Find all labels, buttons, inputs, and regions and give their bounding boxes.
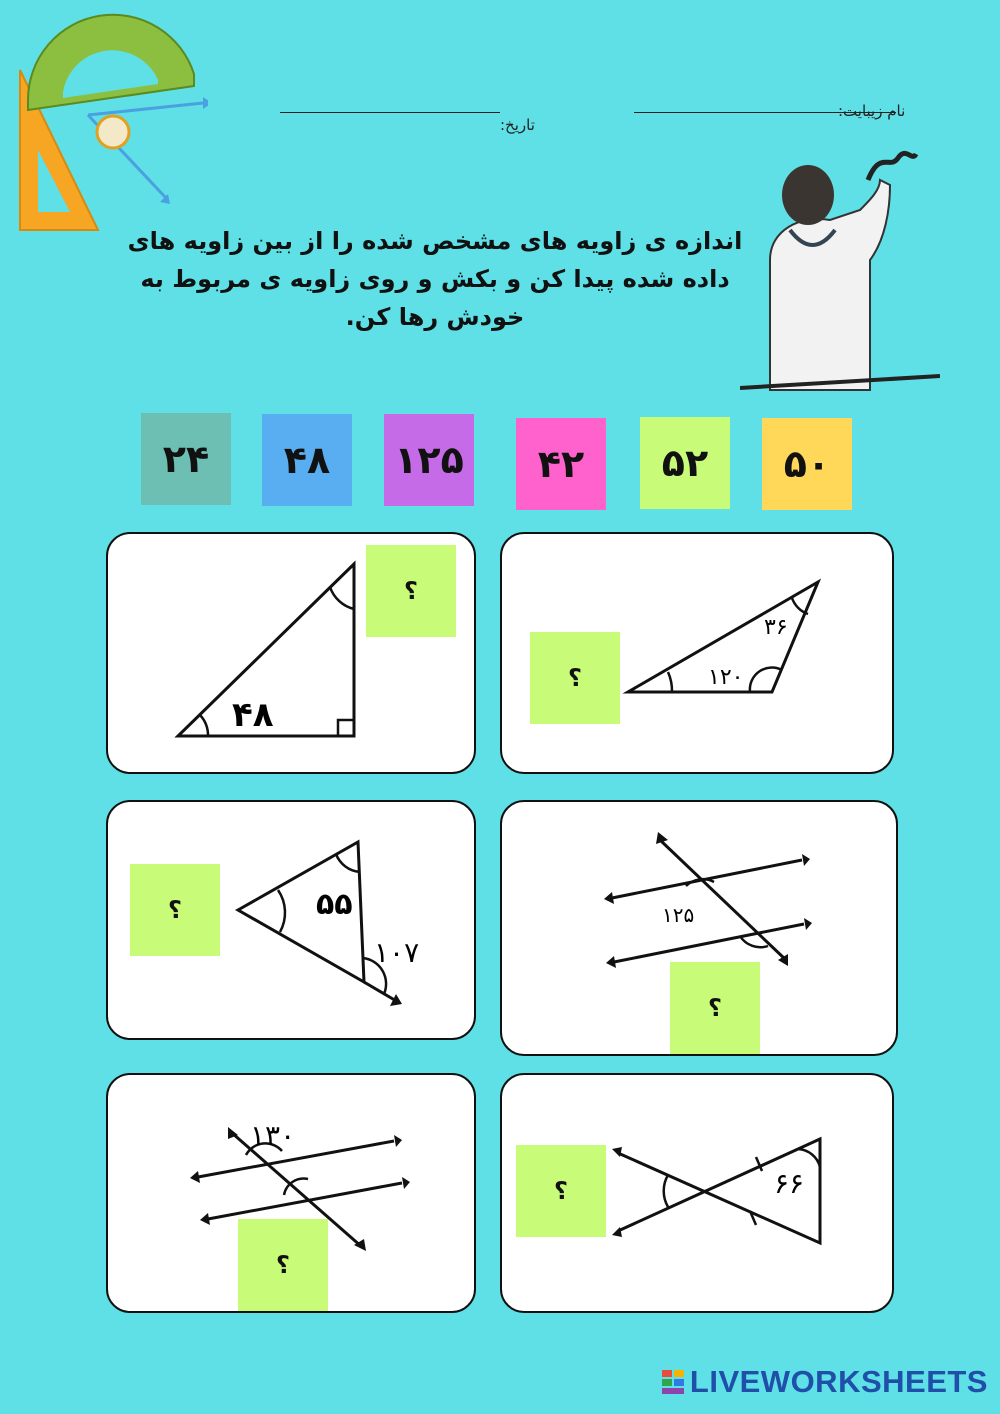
question-card-1: [106, 532, 476, 774]
student-illustration: [740, 140, 940, 392]
drop-zone-5[interactable]: [238, 1219, 328, 1311]
name-line[interactable]: [634, 112, 896, 113]
answer-tile-24[interactable]: [141, 413, 231, 505]
protractor-icon: [28, 15, 194, 110]
drop-placeholder: ؟: [568, 664, 582, 692]
drop-zone-3[interactable]: [130, 864, 220, 956]
liveworksheets-logo[interactable]: [662, 1364, 988, 1400]
drop-placeholder: ؟: [168, 896, 182, 924]
question-card-3: [106, 800, 476, 1040]
question-card-6: [500, 1073, 894, 1313]
angle-label: ۴۸: [232, 695, 274, 735]
instructions-text: اندازه ی زاویه های مشخص شده را از بین زاویه های داده شده پیدا کن و بکش و روی زاویه ی مربوط به خودش رها کن.: [127, 227, 743, 331]
tile-label: ۵۲: [661, 441, 709, 485]
date-line[interactable]: [280, 112, 500, 113]
answer-tile-125[interactable]: [384, 414, 474, 506]
tile-label: ۴۸: [283, 438, 331, 482]
drop-zone-6[interactable]: [516, 1145, 606, 1237]
answer-tile-50[interactable]: [762, 418, 852, 510]
angle-label-mid: ۱۲۰: [708, 665, 744, 690]
angle-label-top: ۵۵: [316, 887, 353, 922]
answer-tile-42[interactable]: [516, 418, 606, 510]
tile-label: ۵۰: [783, 442, 831, 486]
angle-badge-icon: [97, 116, 129, 148]
angle-label: ۶۶: [774, 1167, 805, 1200]
angle-label-ext: ۱۰۷: [374, 936, 420, 969]
logo-blocks-icon: [662, 1370, 684, 1394]
answer-tile-48[interactable]: [262, 414, 352, 506]
angle-label-top: ۳۶: [764, 615, 788, 640]
angle-label: ۱۳۰: [250, 1119, 296, 1152]
question-card-2: [500, 532, 894, 774]
tile-label: ۴۲: [537, 442, 585, 486]
drop-placeholder: ؟: [404, 577, 418, 605]
geometry-tools-illustration: [8, 0, 208, 235]
brand-text: LIVEWORKSHEETS: [689, 1364, 988, 1399]
question-card-4: [500, 800, 898, 1056]
angle-label: ۱۲۵: [662, 903, 695, 927]
drop-placeholder: ؟: [708, 994, 722, 1022]
drop-placeholder: ؟: [554, 1177, 568, 1205]
arrow-icon: [88, 97, 208, 204]
tile-label: ۱۲۵: [394, 438, 464, 482]
drop-zone-2[interactable]: [530, 632, 620, 724]
tile-label: ۲۴: [162, 437, 210, 481]
answer-tile-52[interactable]: [640, 417, 730, 509]
drop-placeholder: ؟: [276, 1251, 290, 1279]
drop-zone-4[interactable]: [670, 962, 760, 1054]
drop-zone-1[interactable]: [366, 545, 456, 637]
name-label: نام زیبایت:: [838, 102, 906, 120]
question-card-5: [106, 1073, 476, 1313]
date-label: تاریخ:: [500, 116, 535, 134]
